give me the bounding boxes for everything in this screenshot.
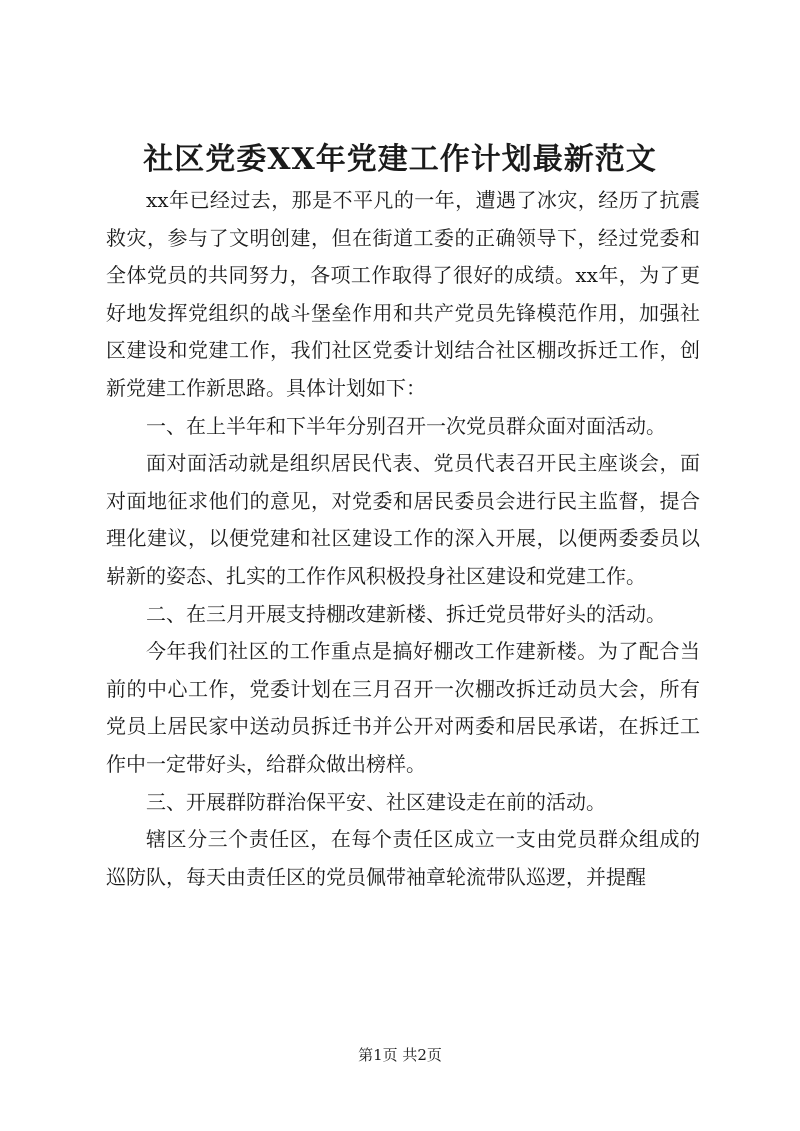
page-footer: 第1页 共2页 [358,1046,442,1064]
document-body [106,182,700,896]
paragraph-intro: xx年已经过去，那是不平凡的一年，遭遇了冰灾，经历了抗震救灾，参与了文明创建，但在街道工委的正确领导下，经过党委和全体党员的共同努力，各项工作取得了很好的成绩。xx年，为了更好地发挥党组织的战斗堡垒作用和共产党员先锋模范作用，加强社区建设和党建工作，我们社区党委计划结合社区棚改拆迁工作，创新党建工作新思路。具体计划如下： [106,188,700,400]
paragraph-section-2: 今年我们社区的工作重点是搞好棚改工作建新楼。为了配合当前的中心工作，党委计划在三月召开一次棚改拆迁动员大会，所有党员上居民家中送动员拆迁书并公开对两委和居民承诺，在拆迁工作中一定带好头，给群众做出榜样。 [106,639,700,776]
paragraph-section-1: 面对面活动就是组织居民代表、党员代表召开民主座谈会，面对面地征求他们的意见，对党委和居民委员会进行民主监督，提合理化建议，以便党建和社区建设工作的深入开展，以便两委委员以崭新的姿态、扎实的工作作风积极投身社区建设和党建工作。 [106,451,700,588]
document-title: 社区党委XX年党建工作计划最新范文 [143,142,657,177]
paragraph-heading-2: 二、在三月开展支持棚改建新楼、拆迁党员带好头的活动。 [146,601,666,626]
paragraph-heading-3: 三、开展群防群治保平安、社区建设走在前的活动。 [146,789,606,814]
paragraph-heading-1: 一、在上半年和下半年分别召开一次党员群众面对面活动。 [146,413,666,438]
paragraph-section-3: 辖区分三个责任区，在每个责任区成立一支由党员群众组成的巡防队，每天由责任区的党员佩带袖章轮流带队巡逻，并提醒 [106,827,700,889]
